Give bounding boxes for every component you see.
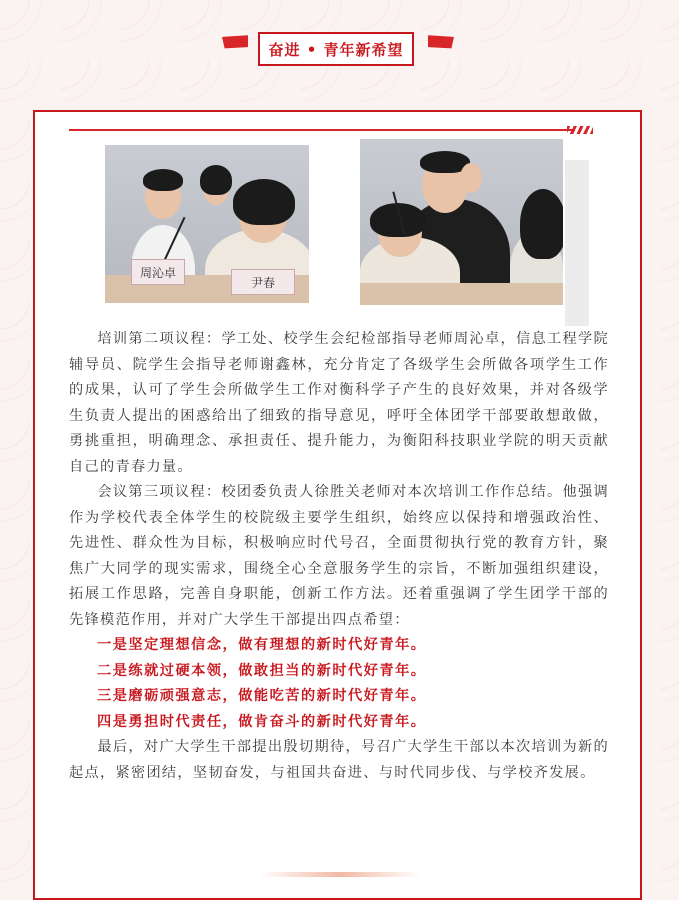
photo-backdrop: [565, 160, 589, 326]
section-title-box: [258, 32, 414, 66]
top-divider: [69, 129, 575, 131]
article-body: [69, 327, 609, 786]
meeting-photo-right: [360, 139, 563, 305]
article-card: [33, 110, 642, 900]
flag-left-icon: [222, 33, 248, 51]
paragraph-closing: 最后，对广大学生干部提出殷切期待，号召广大学生干部以本次培训为新的起点，紧密团结，坚韧奋发，与祖国共奋进、与时代同步伐、与学校齐发展。: [69, 739, 609, 781]
bottom-decoration: [260, 872, 420, 877]
hope-item-1: 一是坚定理想信念，做有理想的新时代好青年。: [97, 637, 427, 653]
flag-right-icon: [428, 33, 454, 51]
section-title: 奋进 • 青年新希望: [268, 40, 404, 59]
paragraph-agenda-2: 培训第二项议程：学工处、校学生会纪检部指导老师周沁卓，信息工程学院辅导员、院学生会指导老师谢鑫林，充分肯定了各级学生会所做各项学生工作的成果，认可了学生会所做学生工作对衡科学子产生的良好效果，并对各级学生负责人提出的困惑给出了细致的指导意见，呼吁全体团学干部要敢想敢做，勇挑重担，明确理念、承担责任、提升能力，为衡阳科技职业学院的明天贡献自己的青春力量。: [69, 331, 609, 475]
section-header: [0, 18, 679, 78]
meeting-photo-left: [105, 145, 309, 303]
nameplate-right: 尹春: [231, 269, 295, 295]
hope-item-4: 四是勇担时代责任，做肯奋斗的新时代好青年。: [97, 713, 427, 730]
hope-item-3: 三是磨砺顽强意志，做能吃苦的新时代好青年。: [97, 688, 427, 704]
hope-item-2: 二是练就过硬本领，做敢担当的新时代好青年。: [97, 662, 427, 679]
nameplate-left: 周沁卓: [131, 259, 185, 285]
divider-stripes-icon: [567, 126, 593, 134]
paragraph-agenda-3: 会议第三项议程：校团委负责人徐胜关老师对本次培训工作作总结。他强调作为学校代表全体学生的校院级主要学生组织，始终应以保持和增强政治性、先进性、群众性为目标，积极响应时代号召，全面贯彻执行党的教育方针，聚焦广大同学的现实需求，围绕全心全意服务学生的宗旨，不断加强组织建设，拓展工作思路，完善自身职能，创新工作方法。还着重强调了学生团学干部的先锋模范作用，并对广大学生干部提出四点希望：: [69, 484, 609, 628]
